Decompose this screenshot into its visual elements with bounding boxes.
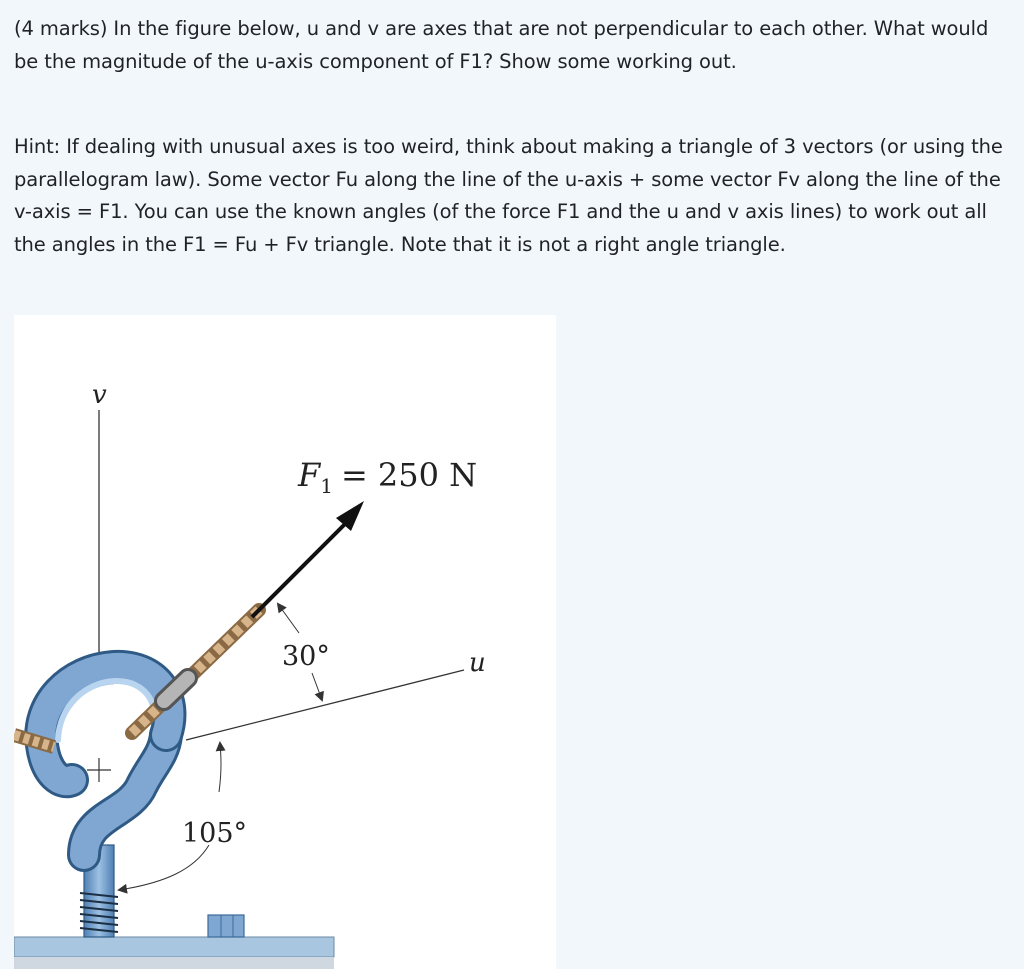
- angle-105-label: 105°: [182, 818, 248, 849]
- nut: [208, 915, 244, 937]
- angle-105-arc-upper: [219, 743, 221, 792]
- angle-30-dim-upper: [278, 604, 299, 633]
- hook-force-figure: [14, 315, 556, 969]
- force-value: = 250 N: [340, 456, 478, 494]
- base-plate-shadow: [14, 957, 334, 969]
- u-axis-line: [186, 670, 464, 740]
- question-text: (4 marks) In the figure below, u and v are axes that are not perpendicular to each other. What would be the magnitude of the u-axis component of F1? Show some working out.: [14, 17, 989, 73]
- base-plate: [14, 937, 334, 957]
- angle-30-dim-lower: [312, 673, 322, 700]
- force-subscript: 1: [320, 474, 333, 498]
- force-label: [297, 456, 477, 498]
- force-symbol: F: [298, 456, 321, 494]
- angle-30-label: 30°: [282, 641, 330, 672]
- angle-105-arc-lower: [119, 845, 209, 890]
- force-f1-arrow: [252, 519, 350, 617]
- u-axis-label: u: [469, 648, 486, 678]
- hint-text: Hint: If dealing with unusual axes is too weird, think about making a triangle of 3 vectors (or using the parallelogram law). Some vector Fu along the line of the u-axis + some vector Fv along the line of the v-axis = F1. You can use the known angles (of the force F1 and the u and v axis lines) to work out all the angles in the F1 = Fu + Fv triangle. Note that it is not a right angle triangle.: [14, 135, 1003, 256]
- v-axis-label: v: [92, 380, 107, 410]
